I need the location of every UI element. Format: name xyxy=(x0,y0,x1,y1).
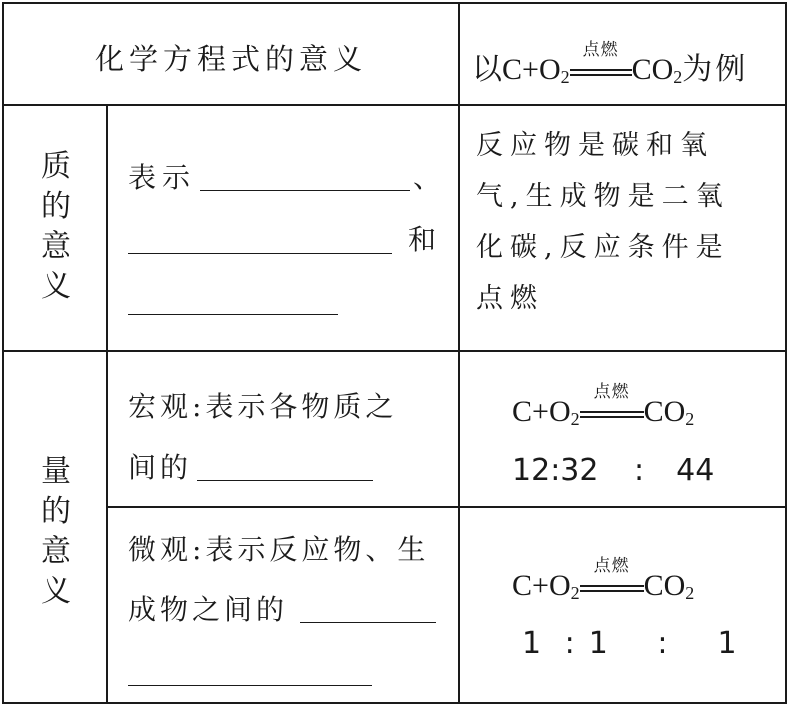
table-border-right xyxy=(785,2,787,704)
micro-equation: $C+O_2$ 点燃 $CO_2$ xyxy=(512,556,695,603)
reaction-arrow xyxy=(570,40,632,87)
table-border-bottom xyxy=(2,702,787,704)
row-divider-quality xyxy=(2,350,787,352)
header-meaning: 化学方程式的意义 xyxy=(95,42,368,76)
blank-particle-ratio[interactable] xyxy=(300,622,436,623)
plus-sign: + xyxy=(522,53,539,86)
particle-o2: 1 xyxy=(588,626,608,661)
header-suffix: 为例 xyxy=(682,53,749,86)
product-co2: CO xyxy=(631,53,674,86)
reaction-arrow: 点燃 xyxy=(580,399,644,429)
mass-ratio: 12:32 : 44 xyxy=(512,453,715,488)
table-border-top xyxy=(2,2,787,4)
reaction-arrow: 点燃 xyxy=(580,573,644,603)
col-divider-example xyxy=(458,2,460,704)
table-border-left xyxy=(2,2,4,704)
particle-c: 1 xyxy=(522,626,542,661)
row-divider-header xyxy=(2,104,787,106)
blank-reactants[interactable] xyxy=(200,190,410,191)
quality-prompt: 表示 xyxy=(128,161,197,194)
mass-o2: 32 xyxy=(560,453,599,488)
header-example-equation xyxy=(472,40,749,88)
micro-line2: 成物之间的 xyxy=(128,593,289,626)
row-divider-macro xyxy=(106,506,787,508)
blank-condition[interactable] xyxy=(128,314,338,315)
blank-products[interactable] xyxy=(128,253,392,254)
blank-mass-ratio[interactable] xyxy=(197,480,373,481)
macro-line2: 间的 xyxy=(128,451,193,484)
header-prefix: 以 xyxy=(472,53,502,86)
blank-particle-ratio-cont[interactable] xyxy=(128,685,372,686)
quality-example: 反应物是碳和氧 气,生成物是二氧 化碳,反应条件是 点燃 xyxy=(476,130,730,314)
quantity-label: 量 的 意 义 xyxy=(41,454,71,609)
reaction-condition: 点燃 xyxy=(582,40,619,61)
reactant-oxygen: O xyxy=(538,53,561,86)
particle-ratio: 1 : 1 : 1 xyxy=(522,626,737,661)
product-subscript: 2 xyxy=(673,67,683,87)
mass-co2: 44 xyxy=(676,453,715,488)
macro-line1: 宏观:表示各物质之 xyxy=(128,390,398,423)
particle-co2: 1 xyxy=(717,626,737,661)
macro-equation: $C+O_2$ 点燃 $CO_2$ xyxy=(512,382,695,429)
mass-c: 12 xyxy=(512,453,551,488)
quality-label: 质 的 意 义 xyxy=(41,149,71,304)
separator-comma: 、 xyxy=(413,161,448,194)
separator-and: 和 xyxy=(408,223,443,256)
oxygen-subscript: 2 xyxy=(560,67,570,87)
micro-line1: 微观:表示反应物、生 xyxy=(128,533,430,566)
col-divider-label xyxy=(106,104,108,704)
reactant-carbon: C xyxy=(502,53,523,86)
